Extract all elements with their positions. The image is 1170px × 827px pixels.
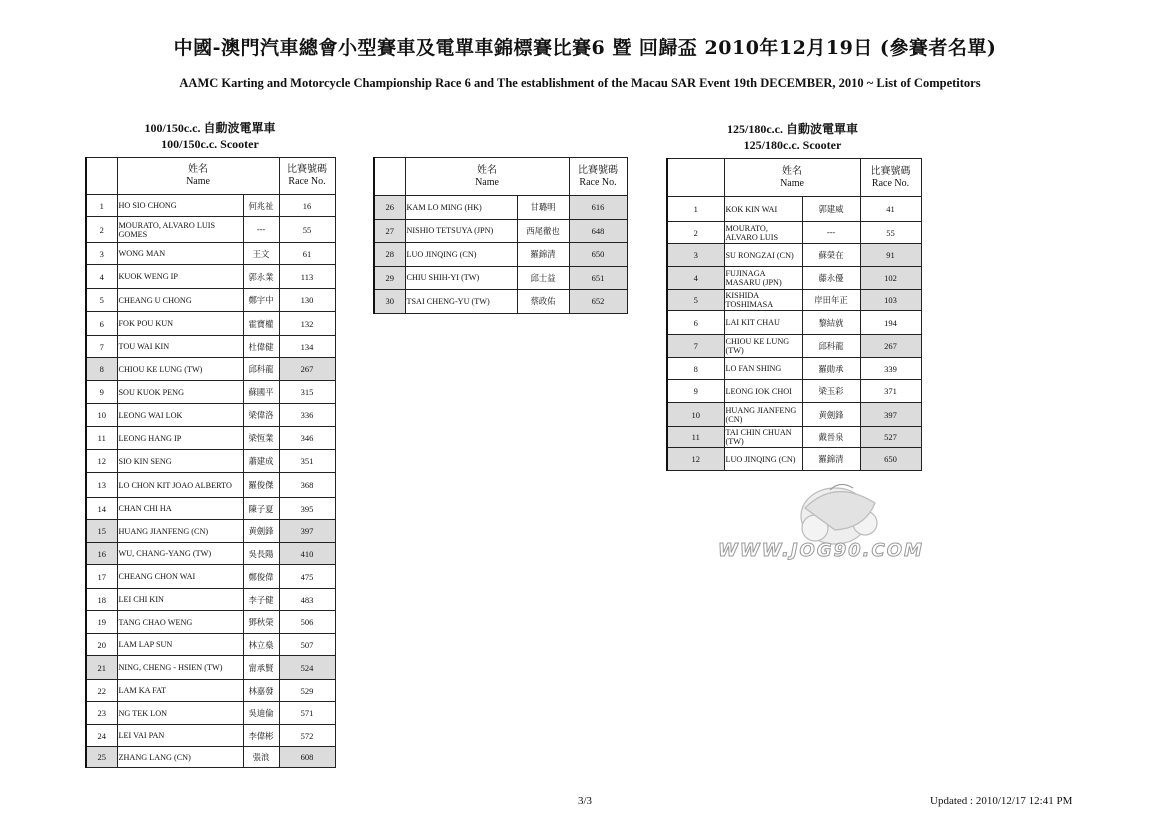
competitor-name: LAI KIT CHAU bbox=[724, 311, 802, 335]
race-number: 315 bbox=[279, 381, 335, 404]
entry-number: 12 bbox=[86, 450, 117, 473]
competitor-chinese-name: 邱科龍 bbox=[243, 358, 279, 381]
race-number: 102 bbox=[860, 267, 921, 290]
race-number: 410 bbox=[279, 543, 335, 565]
competitor-chinese-name: 鄭宇中 bbox=[243, 289, 279, 312]
header-blank-cell bbox=[86, 158, 117, 195]
entry-number: 23 bbox=[86, 702, 117, 725]
table-row bbox=[86, 611, 335, 634]
entry-number: 8 bbox=[667, 358, 724, 380]
header-race-en: Race No. bbox=[871, 177, 910, 189]
competitor-name: MOURATO, ALVARO LUIS GOMES bbox=[117, 217, 243, 243]
competitor-chinese-name: 邱士益 bbox=[517, 266, 569, 290]
competitors-table-125-180 bbox=[666, 158, 922, 471]
category-125-180-en: 125/180c.c. Scooter bbox=[743, 138, 842, 152]
entry-number: 4 bbox=[86, 265, 117, 289]
entry-number: 20 bbox=[86, 634, 117, 656]
entry-number: 2 bbox=[667, 222, 724, 244]
table-row bbox=[86, 358, 335, 381]
competitor-name: LO CHON KIT JOAO ALBERTO bbox=[117, 473, 243, 498]
competitor-name: FUJINAGA MASARU (JPN) bbox=[724, 267, 802, 290]
race-number: 652 bbox=[569, 290, 627, 314]
race-number: 616 bbox=[569, 196, 627, 220]
header-name-cn: 姓名 bbox=[477, 164, 497, 176]
watermark-url: WWW.JOG90.COM bbox=[718, 540, 924, 561]
table-row bbox=[86, 656, 335, 680]
competitor-name: LAM LAP SUN bbox=[117, 634, 243, 656]
header-name-cell bbox=[117, 158, 279, 195]
title-chinese: 中國-澳門汽車總會小型賽車及電單車錦標賽比賽6 暨 回歸盃 2010年12月19日 (參賽者名單) bbox=[173, 37, 997, 59]
competitor-name: LEONG WAI LOK bbox=[117, 404, 243, 427]
competitor-chinese-name: --- bbox=[243, 217, 279, 243]
entry-number: 6 bbox=[86, 312, 117, 336]
entry-number: 9 bbox=[86, 381, 117, 404]
competitor-name: CHIOU KE LUNG (TW) bbox=[724, 335, 802, 358]
entry-number: 5 bbox=[86, 289, 117, 312]
race-number: 651 bbox=[569, 266, 627, 290]
entry-number: 29 bbox=[374, 266, 405, 290]
competitor-name: KAM LO MING (HK) bbox=[405, 196, 517, 220]
competitor-chinese-name: 林嘉發 bbox=[243, 680, 279, 702]
entry-number: 11 bbox=[667, 427, 724, 448]
header-name-cn: 姓名 bbox=[782, 165, 802, 177]
competitor-name: FOK POU KUN bbox=[117, 312, 243, 336]
competitor-chinese-name: 吳迪倫 bbox=[243, 702, 279, 725]
table-row bbox=[86, 543, 335, 565]
competitor-name: SIO KIN SENG bbox=[117, 450, 243, 473]
header-name-cn: 姓名 bbox=[188, 164, 208, 175]
header-race-en: Race No. bbox=[288, 176, 326, 187]
competitor-name: HO SIO CHONG bbox=[117, 195, 243, 217]
competitor-chinese-name: 張浪 bbox=[243, 747, 279, 768]
table-row bbox=[667, 358, 921, 380]
race-number: 506 bbox=[279, 611, 335, 634]
header-race-cell bbox=[569, 158, 627, 196]
competitor-chinese-name: 梁偉洛 bbox=[243, 404, 279, 427]
competitor-chinese-name: 王文 bbox=[243, 243, 279, 265]
competitor-name: SU RONGZAI (CN) bbox=[724, 244, 802, 267]
header-race-en: Race No. bbox=[579, 176, 617, 188]
header-name-en: Name bbox=[186, 176, 210, 187]
competitor-chinese-name: 杜偉健 bbox=[243, 336, 279, 358]
table-row bbox=[374, 219, 627, 243]
table-header-row bbox=[374, 158, 627, 196]
header-name-cell bbox=[405, 158, 569, 196]
competitor-name: LEI CHI KIN bbox=[117, 589, 243, 611]
entry-number: 24 bbox=[86, 725, 117, 747]
entry-number: 10 bbox=[86, 404, 117, 427]
header-race-cn: 比賽號碼 bbox=[287, 164, 328, 175]
entry-number: 11 bbox=[86, 427, 117, 450]
table-row bbox=[667, 290, 921, 311]
table-header-row bbox=[86, 158, 335, 195]
table-row bbox=[86, 312, 335, 336]
table-row bbox=[374, 196, 627, 220]
table-row bbox=[86, 589, 335, 611]
competitor-name: LEI VAI PAN bbox=[117, 725, 243, 747]
competitor-chinese-name: 何兆祉 bbox=[243, 195, 279, 217]
competitor-chinese-name: 羅勛承 bbox=[802, 358, 860, 380]
entry-number: 14 bbox=[86, 498, 117, 520]
competitor-name: CHIU SHIH-YI (TW) bbox=[405, 266, 517, 290]
race-number: 371 bbox=[860, 380, 921, 403]
entry-number: 8 bbox=[86, 358, 117, 381]
header-name-en: Name bbox=[475, 176, 499, 188]
race-number: 16 bbox=[279, 195, 335, 217]
jog90-watermark bbox=[715, 468, 980, 568]
entry-number: 7 bbox=[86, 336, 117, 358]
competitors-table-100-150 bbox=[85, 157, 336, 768]
competitor-chinese-name: 藤永優 bbox=[802, 267, 860, 290]
competitor-chinese-name: 郭永業 bbox=[243, 265, 279, 289]
race-number: 55 bbox=[279, 217, 335, 243]
race-number: 103 bbox=[860, 290, 921, 311]
competitor-name: NG TEK LON bbox=[117, 702, 243, 725]
competitor-chinese-name: 蕭建成 bbox=[243, 450, 279, 473]
race-number: 475 bbox=[279, 565, 335, 589]
race-number: 130 bbox=[279, 289, 335, 312]
competitors-table-100-150-continued bbox=[373, 157, 628, 314]
competitor-chinese-name: 蔡政佑 bbox=[517, 290, 569, 314]
competitor-name: CHEANG CHON WAI bbox=[117, 565, 243, 589]
table-row bbox=[86, 427, 335, 450]
race-number: 267 bbox=[860, 335, 921, 358]
race-number: 134 bbox=[279, 336, 335, 358]
race-number: 351 bbox=[279, 450, 335, 473]
entry-number: 15 bbox=[86, 520, 117, 543]
table-row bbox=[667, 427, 921, 448]
entry-number: 4 bbox=[667, 267, 724, 290]
table-row bbox=[86, 450, 335, 473]
entry-number: 3 bbox=[86, 243, 117, 265]
competitor-name: CHEANG U CHONG bbox=[117, 289, 243, 312]
entry-number: 27 bbox=[374, 219, 405, 243]
category-125-180-cn: 125/180c.c. 自動波電單車 bbox=[727, 122, 858, 136]
table-row bbox=[667, 380, 921, 403]
entry-number: 5 bbox=[667, 290, 724, 311]
race-number: 608 bbox=[279, 747, 335, 768]
race-number: 397 bbox=[279, 520, 335, 543]
race-number: 194 bbox=[860, 311, 921, 335]
category-100-150-en: 100/150c.c. Scooter bbox=[161, 137, 259, 151]
entry-number: 25 bbox=[86, 747, 117, 768]
competitor-chinese-name: 甘璐明 bbox=[517, 196, 569, 220]
competitor-chinese-name: 林立燊 bbox=[243, 634, 279, 656]
table-row bbox=[86, 520, 335, 543]
table-row bbox=[86, 265, 335, 289]
entry-number: 10 bbox=[667, 403, 724, 427]
competitor-name: TANG CHAO WENG bbox=[117, 611, 243, 634]
competitor-name: NISHIO TETSUYA (JPN) bbox=[405, 219, 517, 243]
entry-number: 22 bbox=[86, 680, 117, 702]
entry-number: 16 bbox=[86, 543, 117, 565]
table-row bbox=[667, 311, 921, 335]
competitor-name: TOU WAI KIN bbox=[117, 336, 243, 358]
race-number: 397 bbox=[860, 403, 921, 427]
race-number: 571 bbox=[279, 702, 335, 725]
race-number: 336 bbox=[279, 404, 335, 427]
competitor-chinese-name: 黄劍鋒 bbox=[802, 403, 860, 427]
table-row bbox=[86, 336, 335, 358]
competitor-name: LO FAN SHING bbox=[724, 358, 802, 380]
competitor-name: KISHIDA TOSHIMASA bbox=[724, 290, 802, 311]
table-row bbox=[86, 243, 335, 265]
entry-number: 1 bbox=[86, 195, 117, 217]
competitor-chinese-name: 鄭俊偉 bbox=[243, 565, 279, 589]
competitor-chinese-name: 蘇榮在 bbox=[802, 244, 860, 267]
header-race-cn: 比賽號碼 bbox=[578, 164, 619, 176]
table-row bbox=[374, 243, 627, 267]
table-row bbox=[667, 335, 921, 358]
header-race-cn: 比賽號碼 bbox=[870, 165, 911, 177]
competitor-name: LEONG HANG IP bbox=[117, 427, 243, 450]
table-row bbox=[374, 290, 627, 314]
race-number: 483 bbox=[279, 589, 335, 611]
table-row bbox=[86, 565, 335, 589]
table-row bbox=[667, 197, 921, 222]
competitor-name: LEONG IOK CHOI bbox=[724, 380, 802, 403]
header-race-cell bbox=[279, 158, 335, 195]
table-row bbox=[86, 725, 335, 747]
header-name-cell bbox=[724, 159, 860, 197]
updated-timestamp: Updated : 2010/12/17 12:41 PM bbox=[930, 795, 1073, 807]
category-125-180-heading bbox=[665, 121, 920, 153]
table-row bbox=[86, 217, 335, 243]
entry-number: 19 bbox=[86, 611, 117, 634]
entry-number: 3 bbox=[667, 244, 724, 267]
race-number: 61 bbox=[279, 243, 335, 265]
competitor-name: WU, CHANG-YANG (TW) bbox=[117, 543, 243, 565]
table-row bbox=[86, 289, 335, 312]
competitor-name: CHAN CHI HA bbox=[117, 498, 243, 520]
table-row bbox=[86, 680, 335, 702]
race-number: 267 bbox=[279, 358, 335, 381]
race-number: 507 bbox=[279, 634, 335, 656]
table-row bbox=[86, 195, 335, 217]
race-number: 339 bbox=[860, 358, 921, 380]
competitor-name: HUANG JIANFENG (CN) bbox=[724, 403, 802, 427]
table-row bbox=[667, 222, 921, 244]
competitor-name: NING, CHENG - HSIEN (TW) bbox=[117, 656, 243, 680]
competitor-chinese-name: --- bbox=[802, 222, 860, 244]
table-row bbox=[86, 498, 335, 520]
competitor-chinese-name: 羅錦清 bbox=[802, 448, 860, 471]
competitor-chinese-name: 甯承賢 bbox=[243, 656, 279, 680]
entry-number: 18 bbox=[86, 589, 117, 611]
header-race-cell bbox=[860, 159, 921, 197]
entry-number: 26 bbox=[374, 196, 405, 220]
race-number: 346 bbox=[279, 427, 335, 450]
table-row bbox=[667, 403, 921, 427]
competitor-chinese-name: 黄劍鋒 bbox=[243, 520, 279, 543]
competitor-chinese-name: 邱科龍 bbox=[802, 335, 860, 358]
table-row bbox=[374, 266, 627, 290]
race-number: 91 bbox=[860, 244, 921, 267]
race-number: 527 bbox=[860, 427, 921, 448]
entry-number: 28 bbox=[374, 243, 405, 267]
competitor-chinese-name: 霍寶權 bbox=[243, 312, 279, 336]
competitor-name: CHIOU KE LUNG (TW) bbox=[117, 358, 243, 381]
race-number: 368 bbox=[279, 473, 335, 498]
race-number: 572 bbox=[279, 725, 335, 747]
table-row bbox=[86, 702, 335, 725]
competitor-chinese-name: 岸田年正 bbox=[802, 290, 860, 311]
competitor-chinese-name: 蘇國平 bbox=[243, 381, 279, 404]
competitor-chinese-name: 羅錦清 bbox=[517, 243, 569, 267]
entry-number: 1 bbox=[667, 197, 724, 222]
race-number: 650 bbox=[569, 243, 627, 267]
race-number: 650 bbox=[860, 448, 921, 471]
race-number: 132 bbox=[279, 312, 335, 336]
table-header-row bbox=[667, 159, 921, 197]
table-row bbox=[86, 404, 335, 427]
competitor-name: SOU KUOK PENG bbox=[117, 381, 243, 404]
competitor-name: KUOK WENG IP bbox=[117, 265, 243, 289]
entry-number: 2 bbox=[86, 217, 117, 243]
competitor-chinese-name: 郭建威 bbox=[802, 197, 860, 222]
title-english: AAMC Karting and Motorcycle Championship Race 6 and The establishment of the Macau SAR Event 19th DECEMBER, 2010 ~ List of Competitors bbox=[179, 76, 981, 90]
race-number: 113 bbox=[279, 265, 335, 289]
competitor-chinese-name: 吳長陽 bbox=[243, 543, 279, 565]
competitor-chinese-name: 李偉彬 bbox=[243, 725, 279, 747]
entry-number: 30 bbox=[374, 290, 405, 314]
competitor-chinese-name: 黎結就 bbox=[802, 311, 860, 335]
entry-number: 12 bbox=[667, 448, 724, 471]
competitor-chinese-name: 羅俊傑 bbox=[243, 473, 279, 498]
competitor-name: ZHANG LANG (CN) bbox=[117, 747, 243, 768]
table-row bbox=[86, 381, 335, 404]
competitor-chinese-name: 戴晉泉 bbox=[802, 427, 860, 448]
competitor-name: LUO JINQING (CN) bbox=[724, 448, 802, 471]
table-row bbox=[667, 267, 921, 290]
entry-number: 21 bbox=[86, 656, 117, 680]
race-number: 529 bbox=[279, 680, 335, 702]
competitor-name: LAM KA FAT bbox=[117, 680, 243, 702]
race-number: 648 bbox=[569, 219, 627, 243]
entry-number: 13 bbox=[86, 473, 117, 498]
competitor-name: WONG MAN bbox=[117, 243, 243, 265]
competitor-chinese-name: 西尾徹也 bbox=[517, 219, 569, 243]
category-100-150-cn: 100/150c.c. 自動波電單車 bbox=[144, 121, 276, 135]
table-row bbox=[667, 244, 921, 267]
header-blank-cell bbox=[374, 158, 405, 196]
race-number: 41 bbox=[860, 197, 921, 222]
header-name-en: Name bbox=[780, 177, 804, 189]
competitor-chinese-name: 李子健 bbox=[243, 589, 279, 611]
category-100-150-heading bbox=[85, 120, 335, 152]
race-number: 524 bbox=[279, 656, 335, 680]
competitor-name: HUANG JIANFENG (CN) bbox=[117, 520, 243, 543]
entry-number: 17 bbox=[86, 565, 117, 589]
competitor-name: TAI CHIN CHUAN (TW) bbox=[724, 427, 802, 448]
entry-number: 7 bbox=[667, 335, 724, 358]
page-number: 3/3 bbox=[578, 795, 593, 807]
competitor-chinese-name: 陳子夏 bbox=[243, 498, 279, 520]
entry-number: 9 bbox=[667, 380, 724, 403]
competitor-chinese-name: 梁恆業 bbox=[243, 427, 279, 450]
header-blank-cell bbox=[667, 159, 724, 197]
competitor-name: TSAI CHENG-YU (TW) bbox=[405, 290, 517, 314]
table-row bbox=[86, 747, 335, 768]
competitor-chinese-name: 梁玉彩 bbox=[802, 380, 860, 403]
table-row bbox=[86, 473, 335, 498]
competitor-name: KOK KIN WAI bbox=[724, 197, 802, 222]
competitor-name: LUO JINQING (CN) bbox=[405, 243, 517, 267]
race-number: 55 bbox=[860, 222, 921, 244]
race-number: 395 bbox=[279, 498, 335, 520]
competitor-chinese-name: 鄧秋榮 bbox=[243, 611, 279, 634]
competitor-name: MOURATO, ALVARO LUIS bbox=[724, 222, 802, 244]
entry-number: 6 bbox=[667, 311, 724, 335]
table-row bbox=[86, 634, 335, 656]
